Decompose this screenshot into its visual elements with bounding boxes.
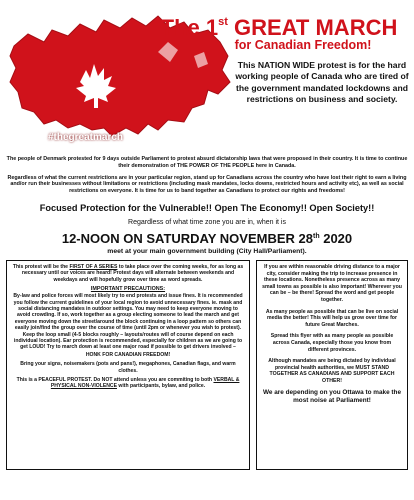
event-date: 12-NOON ON SATURDAY NOVEMBER 28th 2020: [61, 230, 353, 246]
page-title: The 1st GREAT MARCH: [160, 15, 398, 40]
intro-text: This NATION WIDE protest is for the hard working people of Canada who are tired of the government mandated lockdowns and restrictions on business and society.: [235, 60, 409, 105]
series-paragraph: This protest will be the FIRST OF A SERIES to take place over the coming weeks, for as long as necessary until our voices are heard! Protest days will alternate between weekends and weekdays and will hopefully grow over time as word spreads.: [12, 263, 244, 283]
ottawa-paragraph: We are depending on you Ottawa to make the most noise at Parliament!: [262, 389, 401, 405]
meeting-location: meet at your main government building (City Hall/Parliament).: [107, 247, 307, 255]
honk-line: HONK FOR CANADIAN FREEDOM!: [85, 351, 171, 358]
social-media-paragraph: As many people as possible that can be live on social media the better! This will help us grow over time for future Great Marches.: [265, 308, 399, 328]
denmark-paragraph: The people of Denmark protested for 9 days outside Parliament to protest absurd dictatorship laws that were proposed in their country. It is time to continue their demonstration of THE POWER OF THE PEOPLE here in Canada.: [6, 156, 408, 169]
travel-paragraph: If you are within reasonable driving distance to a major city, consider making the trip to increase presence in these locations. Nonetheless presence across as many small towns as possible is also important! Wherever you can be – be there! Spread the word and get people together.: [262, 263, 402, 303]
bring-paragraph: Bring your signs, noisemakers (pots and pans!), megaphones, Canadian flags, and warm clothes.: [20, 361, 236, 374]
peaceful-paragraph: This is a PEACEFUL PROTEST. Do NOT attend unless you are commiting to both VERBAL & PHYSICAL NON-VIOLENCE with participants, bylaw, and police.: [16, 377, 240, 390]
spread-flyer-paragraph: Spread this flyer with as many people as possible across Canada, especially those you know from different provinces.: [270, 333, 394, 353]
page-subtitle: for Canadian Freedom!: [234, 38, 372, 52]
precautions-paragraph: By-law and police forces will most likely try to end protests and issue fines. It is recommended you follow the current guidelines of your local region to avoid unnecessary fines. ie. mask and social distancing mandates in outdoor settings. You may need to keep everyone moving to avoid crowding. If so, work together as a group electing someone to lead the march and get everyone moving down the street/around the block continuing in a loop pattern so others can easily join/find the group over the course of time (until 2pm or whenever you wish to protest). Keep the loop small (4-5 blocks roughly – layouts/routes will of course depend on each individual location). Ear protection is recommended, especially for children as we are going to get LOUD! Try to march down at least one major road if possible to get drivers involved –: [13, 293, 243, 351]
focus-slogan: Focused Protection for the Vulnerable!! Open The Economy!! Open Society!!: [39, 202, 375, 213]
precautions-heading: IMPORTANT PRECAUTIONS:: [90, 286, 166, 293]
regardless-paragraph: Regardless of what the current restrictions are in your particular region, stand up for Canadians across the country who have lost their right to earn a living and/or run their businesses without limitations or restrictions (including mask mandates, locks downs, restricted hours and activity etc), as well as social restrictions on everyone. It is time for us to band together as Canadians to protect our rights and freedoms!: [7, 174, 407, 195]
right-info-box: [256, 260, 408, 470]
info-columns: [6, 260, 408, 470]
hashtag-label: #thegreatmarch: [48, 132, 124, 143]
left-info-box: [6, 260, 250, 470]
header-section: [6, 4, 408, 154]
timezone-note: Regardless of what time zone you are in, when it is: [128, 218, 286, 226]
stand-together-paragraph: Although mandates are being dictated by individual provincial health authorities, we MUST STAND TOGETHER AS CANADIANS AND SUPPORT EACH OTHER!: [268, 358, 396, 384]
